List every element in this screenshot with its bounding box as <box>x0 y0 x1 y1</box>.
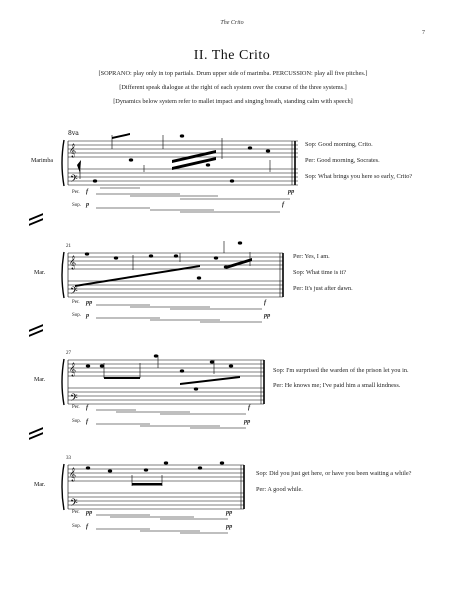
part-label: Per. <box>72 300 80 305</box>
instrument-name: Mar. <box>34 377 46 383</box>
dynamic-marking: f <box>86 418 89 425</box>
instrument-name: Mar. <box>34 482 46 488</box>
dynamic-marking: f <box>86 404 89 411</box>
part-label: Per. <box>72 405 80 410</box>
dynamic-marking: pp <box>288 188 295 195</box>
speech-line: Sop: What brings you here so early, Crito? <box>305 173 413 180</box>
part-label: Sop. <box>72 524 82 529</box>
part-label: Per. <box>72 510 80 515</box>
dynamic-marking: f <box>248 404 251 411</box>
instrument-name: Mar. <box>34 270 46 276</box>
dynamic-marking: pp <box>244 418 251 425</box>
dynamic-marking: pp <box>226 509 233 516</box>
instruction-line-2: [Different speak dialogue at the right of each system over the course of the three systems.] <box>119 84 347 91</box>
part-label: Sop. <box>72 313 82 318</box>
speech-line: Sop: What time is it? <box>293 269 347 276</box>
svg-text:𝄞: 𝄞 <box>69 467 77 481</box>
bar-number: 21 <box>66 244 71 249</box>
bar-number: 33 <box>66 456 71 461</box>
instrument-name: Marimba <box>31 158 53 164</box>
svg-text:𝄞: 𝄞 <box>69 255 77 269</box>
dynamic-marking: pp <box>264 312 271 319</box>
dynamic-marking: pp <box>86 509 93 516</box>
svg-text:𝄢: 𝄢 <box>70 392 78 406</box>
svg-text:𝄞: 𝄞 <box>69 143 77 157</box>
dynamic-marking: p <box>86 201 90 208</box>
part-label: Sop. <box>72 203 82 208</box>
svg-text:8va: 8va <box>68 130 79 137</box>
speech-line: Sop: Did you just get here, or have you been waiting a while? <box>256 470 412 477</box>
instruction-line-1: [SOPRANO: play only in top partials. Drum upper side of marimba. PERCUSSION: play all five pitches.] <box>98 70 368 77</box>
speech-line: Per: Good morning, Socrates. <box>305 157 380 164</box>
section-title: II. The Crito <box>193 48 271 63</box>
dynamic-marking: f <box>86 523 89 530</box>
part-label: Sop. <box>72 419 82 424</box>
speech-line: Sop: Good morning, Crito. <box>305 141 373 148</box>
dynamic-marking: f <box>282 201 285 208</box>
dynamic-marking: f <box>86 188 89 195</box>
dynamic-marking: pp <box>226 523 233 530</box>
instruction-line-3: [Dynamics below system refer to mallet impact and singing breath, standing calm with speech] <box>113 98 353 105</box>
speech-line: Per: Yes, I am. <box>293 253 330 260</box>
running-header: The Crito <box>220 20 244 26</box>
speech-line: Per: It's just after dawn. <box>293 285 353 292</box>
dynamic-marking: f <box>264 299 267 306</box>
speech-line: Per: He knows me; I've paid him a small kindness. <box>273 382 401 389</box>
svg-text:𝄢: 𝄢 <box>70 173 78 187</box>
page-number: 7 <box>422 30 425 36</box>
part-label: Per. <box>72 190 80 195</box>
speech-line: Per: A good while. <box>256 486 303 493</box>
dynamic-marking: p <box>86 312 90 319</box>
svg-text:𝄢: 𝄢 <box>70 285 78 299</box>
svg-text:𝄢: 𝄢 <box>70 497 78 511</box>
svg-text:𝄞: 𝄞 <box>69 362 77 376</box>
speech-line: Sop: I'm surprised the warden of the prison let you in. <box>273 367 409 374</box>
bar-number: 27 <box>66 351 71 356</box>
dynamic-marking: pp <box>86 299 93 306</box>
